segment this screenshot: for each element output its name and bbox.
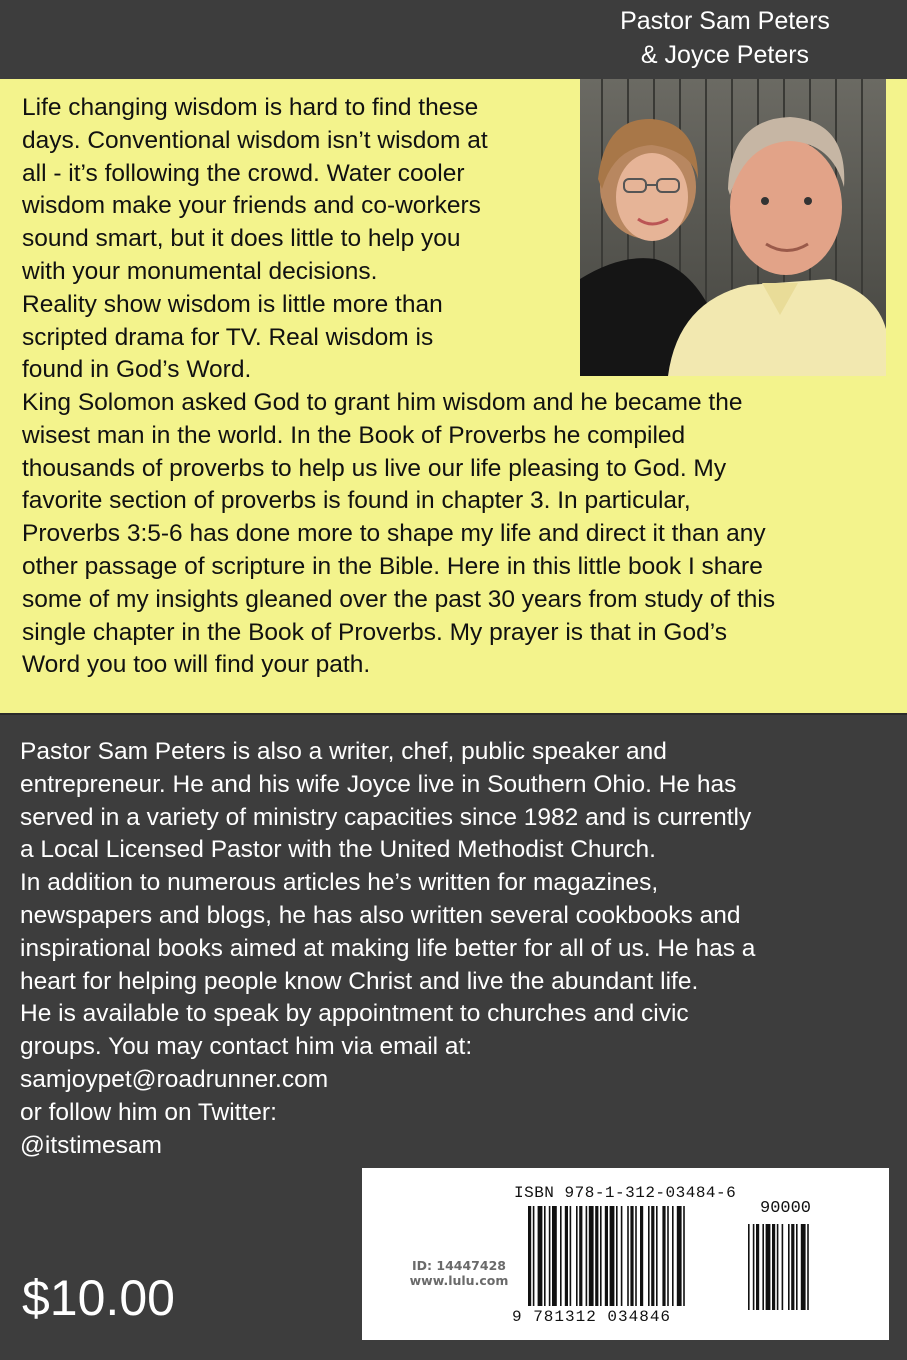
author-name-2: & Joyce Peters [640,41,810,69]
author-name-1: Pastor Sam Peters [620,7,830,35]
bio-line: or follow him on Twitter: [20,1098,277,1126]
blurb-line: Reality show wisdom is little more than [22,290,443,318]
bio-line: a Local Licensed Pastor with the United Methodist Church. [20,836,656,864]
couple-photo-image [580,79,886,376]
bio-line: groups. You may contact him via email at: [20,1033,473,1061]
barcode-box [362,1168,889,1340]
blurb-line: all - it’s following the crowd. Water cooler [22,159,465,187]
blurb-body [22,387,775,682]
blurb-line: scripted drama for TV. Real wisdom is [22,323,434,351]
blurb-line: favorite section of proverbs is found in chapter 3. In particular, [22,487,691,515]
bio-line: newspapers and blogs, he has also written several cookbooks and [20,901,741,929]
ean-digits: 9 781312 034846 [512,1308,672,1326]
author-bio [20,736,755,1162]
bio-line: heart for helping people know Christ and live the abundant life. [20,967,699,995]
blurb-line: single chapter in the Book of Proverbs. My prayer is that in God’s [22,618,727,646]
blurb-line: thousands of proverbs to help us live our life pleasing to God. My [22,454,727,482]
bio-line: In addition to numerous articles he’s written for magazines, [20,869,659,897]
bio-line: served in a variety of ministry capacities since 1982 and is currently [20,803,752,831]
blurb-line: found in God’s Word. [22,356,252,384]
addon-digits: 90000 [760,1199,812,1218]
blurb-line: days. Conventional wisdom isn’t wisdom at [22,126,488,154]
author-names [560,4,890,72]
lulu-url: www.lulu.com [409,1273,509,1288]
blurb-line: wisdom make your friends and co-workers [22,192,481,220]
blurb-line: some of my insights gleaned over the past 30 years from study of this [22,585,776,613]
bio-line: inspirational books aimed at making life better for all of us. He has a [20,934,756,962]
lulu-id: ID: 14447428 [412,1258,506,1273]
bio-line: entrepreneur. He and his wife Joyce live in Southern Ohio. He has [20,770,737,798]
blurb-line: with your monumental decisions. [22,257,378,285]
blurb-line: sound smart, but it does little to help you [22,225,461,253]
price: $10.00 [22,1270,175,1326]
blurb-line: King Solomon asked God to grant him wisdom and he became the [22,389,743,416]
barcode-icon [528,1206,848,1310]
blurb-line: Proverbs 3:5-6 has done more to shape my life and direct it than any [22,520,766,548]
twitter-handle: @itstimesam [20,1131,162,1159]
isbn-label: ISBN 978-1-312-03484-6 [514,1184,737,1202]
blurb-line: wisest man in the world. In the Book of Proverbs he compiled [22,421,686,449]
email-address: samjoypet@roadrunner.com [20,1065,329,1093]
blurb-intro [22,92,488,387]
blurb-line: Life changing wisdom is hard to find these [22,94,479,121]
blurb-line: other passage of scripture in the Bible. Here in this little book I share [22,552,763,580]
bio-line: He is available to speak by appointment to churches and civic [20,1000,689,1028]
bio-line: Pastor Sam Peters is also a writer, chef, public speaker and [20,738,667,765]
author-photo [580,79,886,376]
blurb-line: Word you too will find your path. [22,651,371,679]
